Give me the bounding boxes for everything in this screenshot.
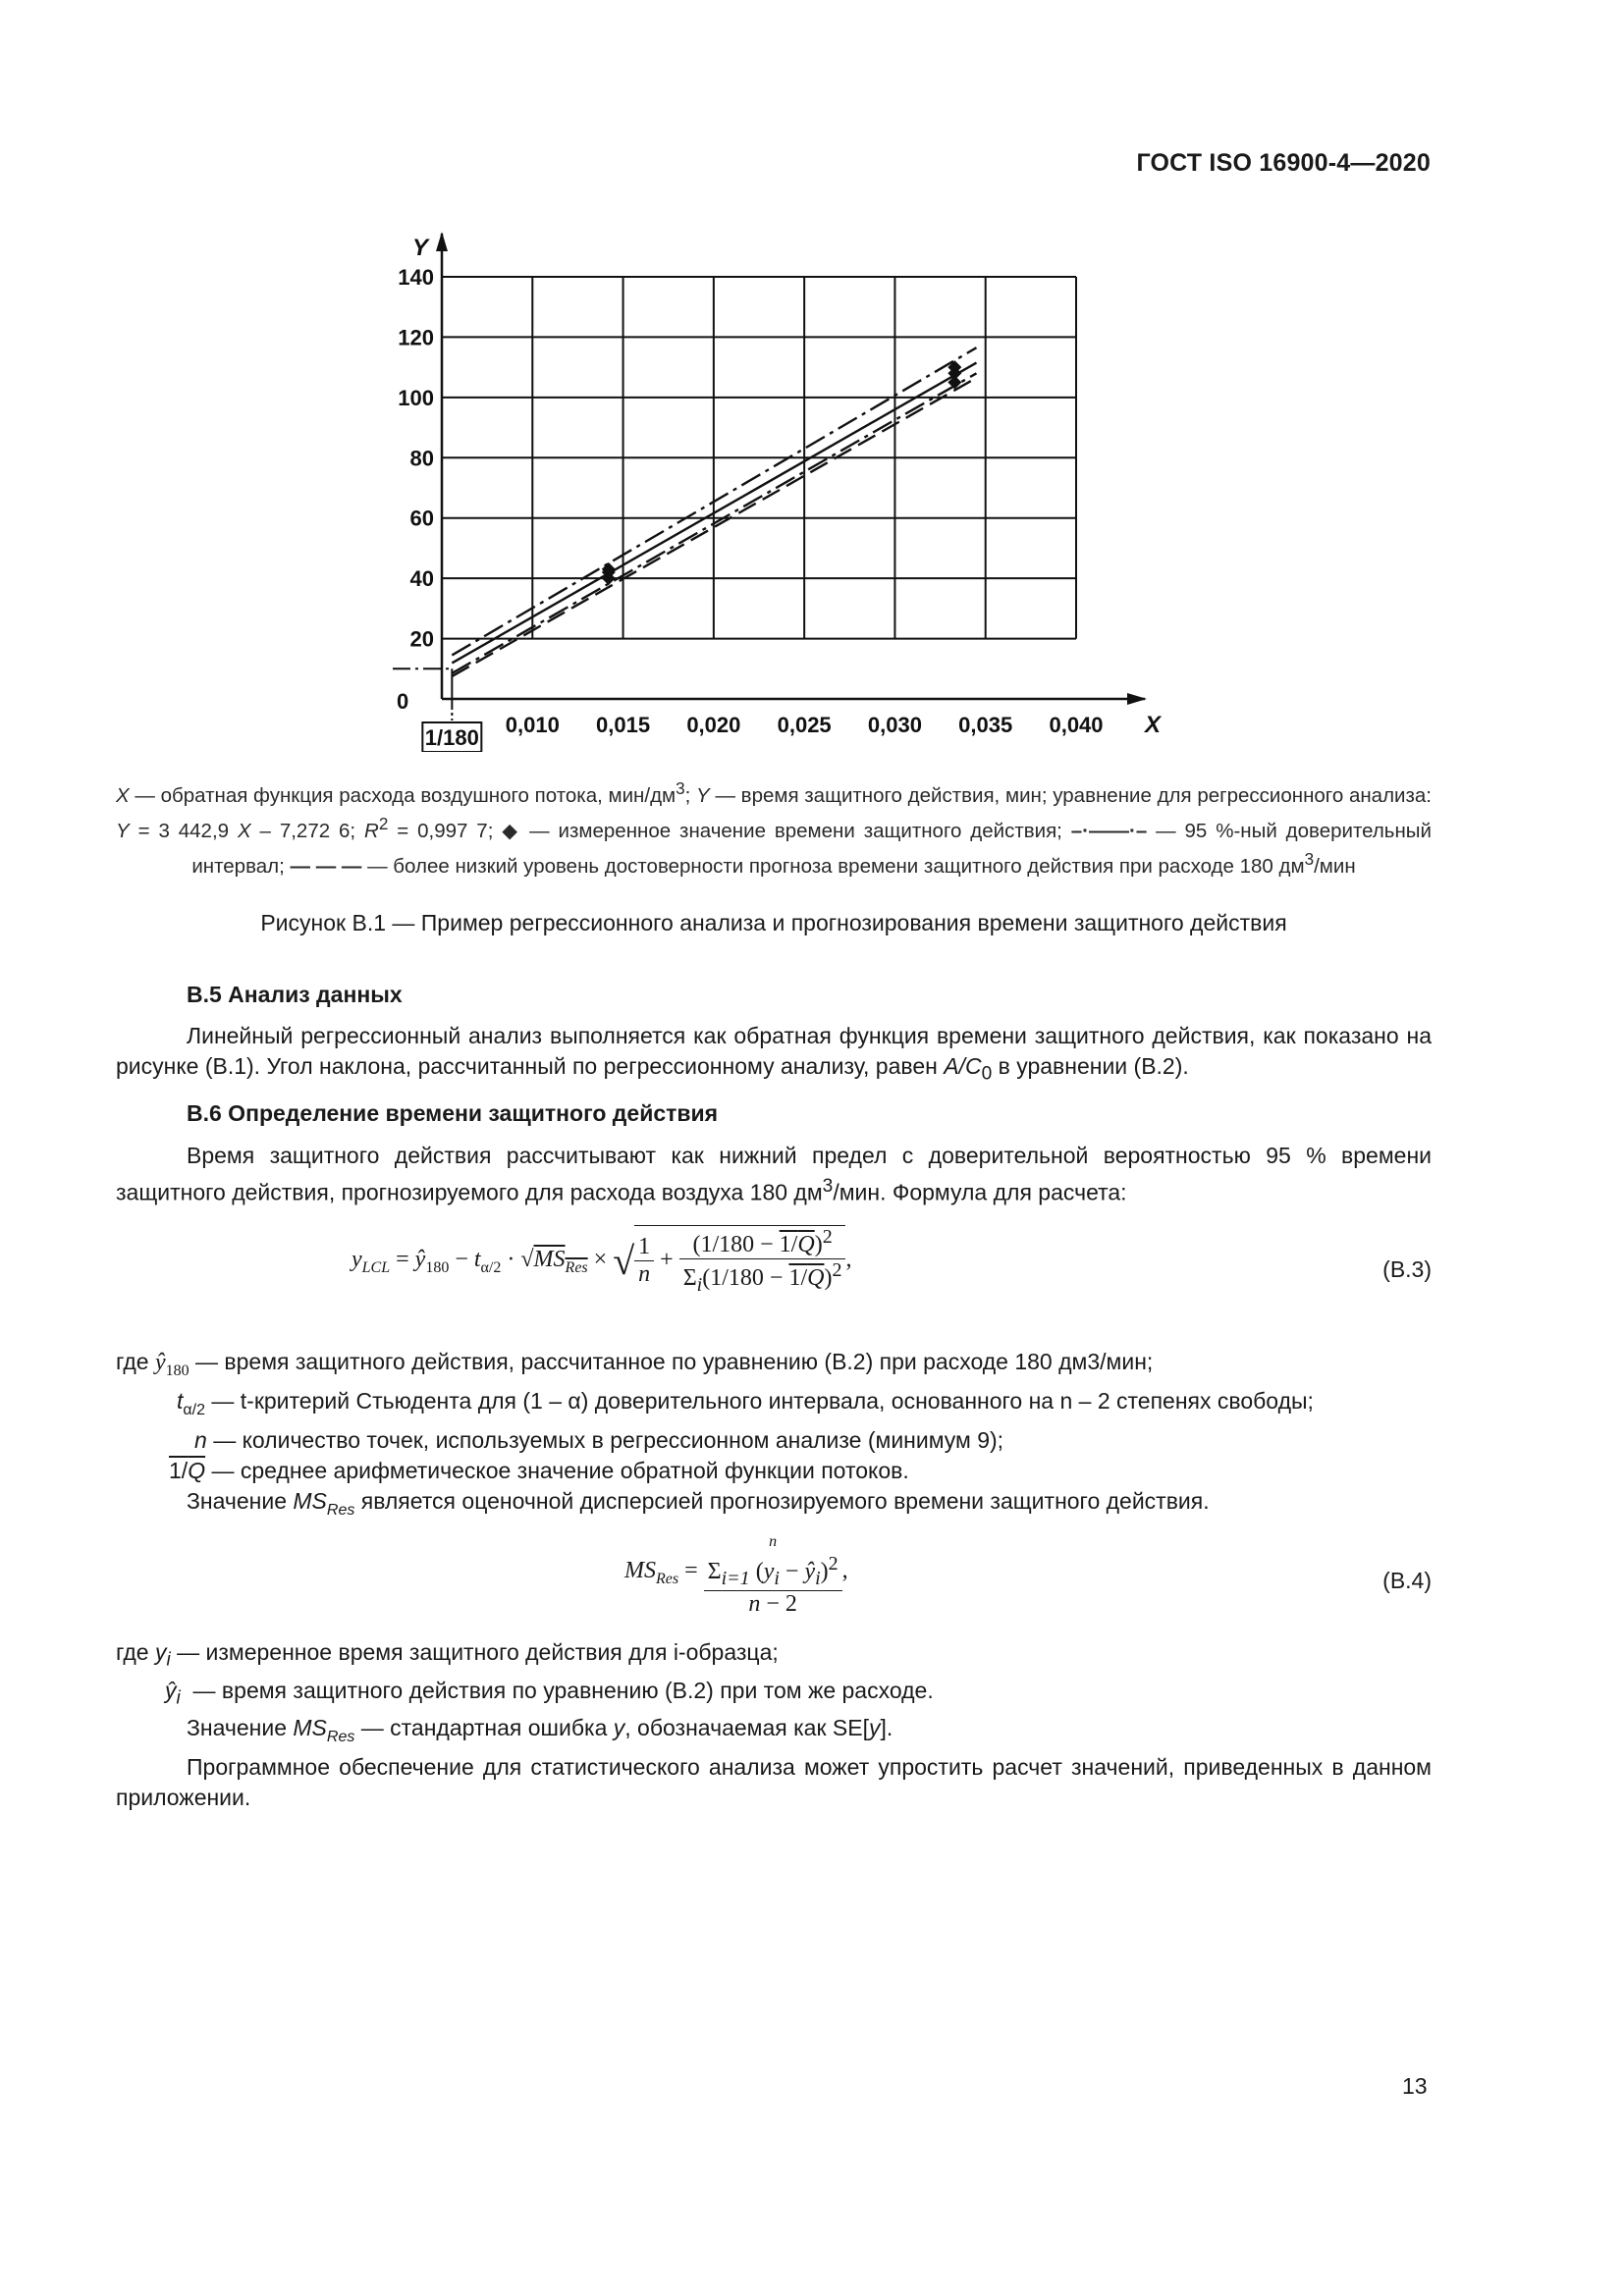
y-tick-label: 120 [398, 325, 434, 350]
x-tick-label: 0,040 [1049, 713, 1104, 737]
figure-title: Рисунок В.1 — Пример регрессионного анализа и прогнозирования времени защитного действия [260, 910, 1287, 935]
x-tick-label: 0,035 [958, 713, 1013, 737]
x-tick-label: 0,020 [686, 713, 741, 737]
y-tick-label: 60 [409, 506, 434, 531]
page-number: 13 [1402, 2073, 1428, 2099]
x-axis-label: X [1144, 712, 1162, 738]
y-tick-label: 0 [397, 689, 409, 714]
document-id: ГОСТ ISO 16900-4—2020 [1136, 149, 1431, 177]
chart-points [602, 360, 962, 585]
equation-b3 [116, 1217, 1432, 1315]
x-tick-label: 0,015 [596, 713, 651, 737]
software-text: Программное обеспечение для статистического анализа может упростить расчет значений, приведенных в данном приложении. [116, 1754, 1432, 1811]
y-tick-label: 40 [409, 566, 434, 592]
x-tick-label: 0,030 [867, 713, 922, 737]
msres-intro: Значение $MS_{Res}$ является оценочной дисперсией прогнозируемого времени защитного действия. [187, 1488, 1210, 1519]
x-tick-label: 0,025 [777, 713, 832, 737]
regression-chart [373, 222, 1178, 752]
y-axis-label: Y [411, 235, 429, 261]
equation-b4 [116, 1517, 1432, 1625]
section-b6-text: Время защитного действия рассчитывают как нижний предел с доверительной вероятностью 95 % времени защитного действия, прогнозируемого для расхода воздуха 180 $дм^3$/мин. Формула для расчета: [116, 1143, 1432, 1205]
definitions-b3 [116, 1347, 1432, 1525]
chart-series [393, 347, 976, 721]
msres-se: Значение $MS_{Res}$ — стандартная ошибка y, обозначаемая как SE[y]. [187, 1715, 893, 1746]
equation-b4-formula: $MS_{Res}$ = n $\Sigma_{i=1}$ ($y_i$ − $ŷ_i)^2$ n − 2 , [624, 1526, 848, 1618]
x-axis-arrow [1127, 693, 1147, 705]
definitions-b4 [116, 1637, 1432, 1813]
section-b6-heading: В.6 Определение времени защитного действия [187, 1100, 719, 1126]
definition-yi: где $y_i$ — измеренное время защитного действия для i-образца; [116, 1639, 779, 1671]
equation-b3-formula: $y_{LCL}$ = $ŷ_{180} - t_{\alpha/2} \cdot √MS_{Res}$ × √ $\frac{1}{n}$ + $\frac{(1/180 - 1/Q)^2}{\Sigma_i(1/180 - 1/Q)^2}$ , [352, 1226, 852, 1296]
y-tick-label: 20 [409, 626, 434, 652]
y-tick-label: 140 [398, 265, 434, 290]
equation-b4-number: (В.4) [1382, 1568, 1432, 1593]
chart-grid [442, 277, 1076, 639]
y-tick-label: 80 [409, 446, 434, 471]
section-b5-text: Линейный регрессионный анализ выполняется как обратная функция времени защитного действия, как показано на рисунке (В.1). Угол наклона, рассчитанный по регрессионному анализу, равен $A/C_0$ в уравнении (В.2). [116, 1023, 1432, 1085]
marker-label: 1/180 [424, 725, 479, 750]
section-b5-heading: В.5 Анализ данных [187, 982, 403, 1007]
chart-labels [397, 235, 1163, 752]
definition-n: n — количество точек, используемых в регрессионном анализе (минимум 9); [194, 1427, 1004, 1453]
definition-q: 1/Q — среднее арифметическое значение обратной функции потоков. [169, 1458, 909, 1483]
definition-yhat: $ŷ_i$ — время защитного действия по уравнению (В.2) при том же расходе. [165, 1677, 934, 1709]
y-tick-label: 100 [398, 385, 434, 410]
y-axis-arrow [436, 232, 448, 251]
definition-y180: где $ŷ_{180}$ — время защитного действия, рассчитанное по уравнению (В.2) при расходе 180 дм3/мин; [116, 1349, 1154, 1379]
x-tick-label: 0,010 [505, 713, 560, 737]
definition-t: $t_{\alpha/2}$ — t-критерий Стьюдента для (1 – α) доверительного интервала, основанного на n – 2 степенях свободы; [177, 1388, 1314, 1418]
equation-b3-number: (В.3) [1382, 1256, 1432, 1282]
figure-caption: X — обратная функция расхода воздушного потока, мин/$дм^3$; Y — время защитного действия, мин; уравнение для регрессионного анализа: Y = 3 442,9 X – 7,272 6; $R^2 = 0,997$ 7; ◆ — измеренное значение времени защитного действия; –·——·– — 95 %-ный доверительный интервал; — — — — более низкий уровень достоверности прогноза времени защитного действия при расходе 180 $дм^3$/мин [116, 779, 1432, 878]
